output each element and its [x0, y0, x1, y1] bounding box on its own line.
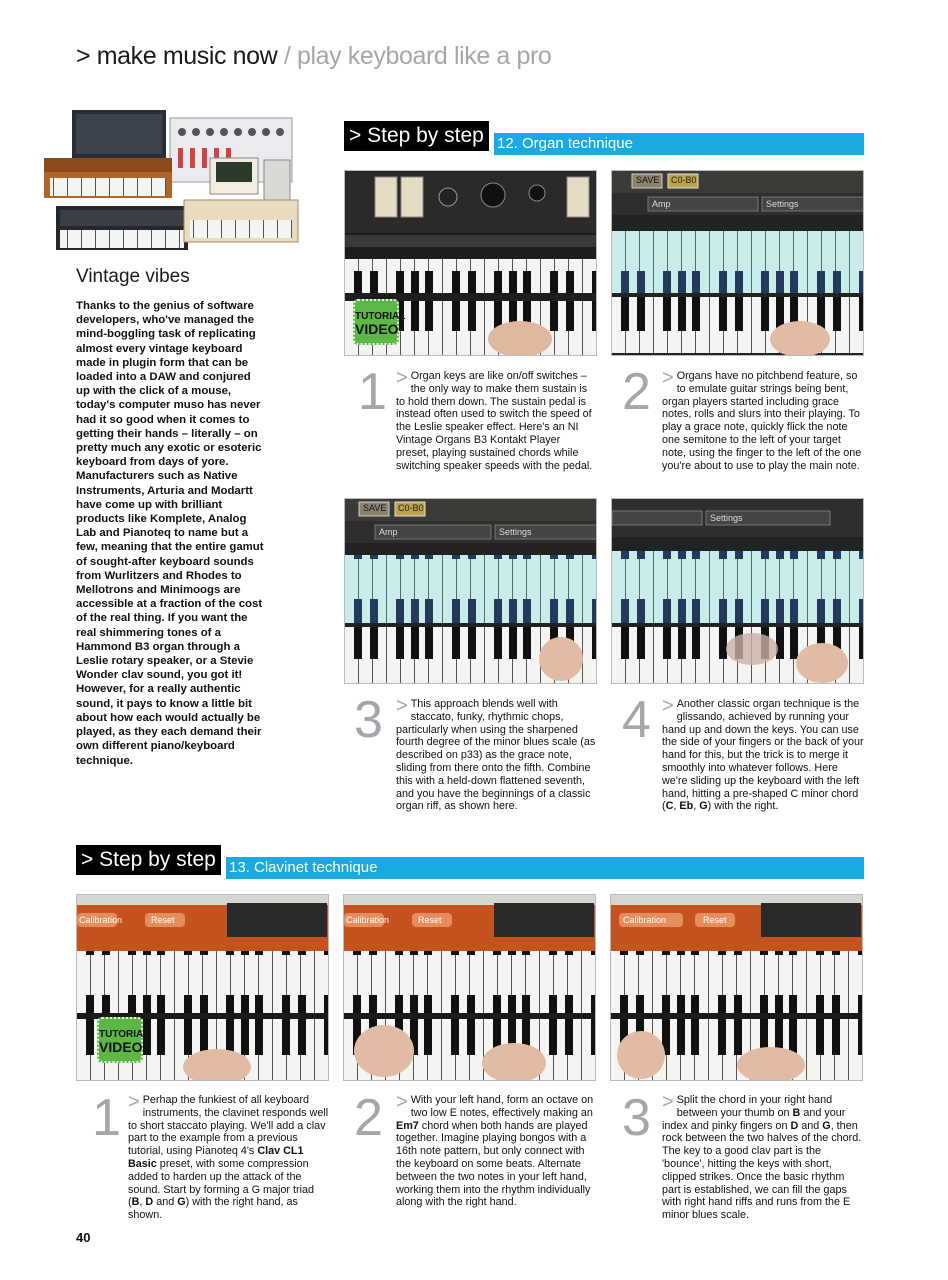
sep: ,	[693, 800, 700, 813]
note-g: G	[177, 1196, 186, 1209]
note-g: G	[699, 800, 708, 813]
organ-step-1-text: > Organ keys are like on/off switches – the only way to make them sustain is to hold them down. The sustain pedal is instead often used to switch the speed of the Leslie speaker effect. Here's an NI Vintage Organs B3 Kontakt Player preset, playing sustained chords while switching speaker speeds with the pedal.	[396, 367, 593, 472]
clav-step-2-body-end: chord when both hands are played together. Imagine playing bongos with a 16th note pattern, but only connect with the keyboard on some beats. Alternate between the two notes in your left hand, working them into the rhythm individually along with the right hand.	[396, 1119, 591, 1209]
organ-step-4-number: 4	[622, 691, 651, 749]
organ-step-3-photo	[344, 498, 597, 684]
clav-step-2-number: 2	[354, 1089, 383, 1147]
organ-photo-2-amp-label: Amp	[652, 199, 671, 209]
clav-step-1-photo	[76, 894, 329, 1081]
clav-step-2-photo	[343, 894, 596, 1081]
organ-step-1-number: 1	[358, 363, 387, 421]
organ-photo-3-preset-label: C0-B0	[398, 503, 424, 513]
organ-photo-2-settings-label: Settings	[766, 199, 799, 209]
organ-step-2-photo	[611, 170, 864, 356]
note-eb: Eb	[679, 800, 694, 813]
clav-step-1-number: 1	[92, 1089, 121, 1147]
clav-photo-1-calibration: Calibration	[79, 915, 123, 925]
badge-line2: VIDEO	[99, 1039, 143, 1055]
sep: and	[798, 1119, 823, 1132]
organ-step-1-body: Organ keys are like on/off switches – the only way to make them sustain is to hold them down. The sustain pedal is instead often used to switch the speed of the Leslie speaker effect. Here's an NI Vintage Organs B3 Kontakt Player preset, playing sustained chords while switching speaker speeds with the pedal.	[396, 370, 593, 472]
clav-step-title: 13. Clavinet technique	[226, 857, 864, 879]
clav-step-1-body-end: ) with the right hand, as shown.	[128, 1196, 298, 1222]
organ-step-3-body: This approach blends well with staccato, funky, rhythmic chops, particularly when using the sharpened fourth degree of the minor blues scale (as described on p33) as the grace note, sliding from there onto the fifth. Combine this with a held-down flattened seventh, and you have the beginnings of a classic organ riff, as shown here.	[396, 698, 596, 813]
organ-photo-3-settings-label: Settings	[499, 527, 532, 537]
page-number: 40	[76, 1230, 91, 1245]
badge-line2: VIDEO	[355, 321, 399, 337]
clav-step-1-text: > Perhap the funkiest of all keyboard instruments, the clavinet responds well to short staccato playing. We'll add a clav part to the example from a previous tutorial, using Pianoteq 4's Clav CL1 Basic preset, with some compression added to harden up the attack of the sound. Start by forming a G major triad (B, D and G) with the right hand, as shown.	[128, 1091, 329, 1222]
tutorial-video-badge[interactable]	[97, 1017, 150, 1063]
badge-line1: TUTORIAL	[355, 311, 406, 322]
note-c: C	[665, 800, 674, 813]
organ-step-2-text: > Organs have no pitchbend feature, so to emulate guitar strings being bent, organ players started including grace notes, rolls and slurs into their playing. To play a grace note, quickly flick the note one semitone to the left of your target note, using the finger to the left of the one you're about to use to play the main note.	[662, 367, 862, 472]
organ-step-title: 12. Organ technique	[494, 133, 864, 155]
clav-photo-2-reset: Reset	[418, 915, 442, 925]
organ-step-header	[344, 121, 864, 155]
clav-step-3-number: 3	[622, 1089, 651, 1147]
header-subsection: / play keyboard like a pro	[277, 42, 552, 70]
vintage-keyboards-collage	[40, 108, 302, 258]
sep: ,	[673, 800, 680, 813]
preset-name: Clav CL1 Basic	[128, 1145, 304, 1170]
clav-step-2-body: With your left hand, form an octave on two low E notes, effectively making an	[410, 1094, 594, 1119]
organ-photo-2-save-label: SAVE	[636, 175, 660, 185]
note-g: G	[822, 1119, 831, 1132]
organ-step-2-body: Organs have no pitchbend feature, so to emulate guitar strings being bent, organ players started including grace notes, rolls and slurs into their playing. To play a grace note, quickly flick the note one semitone to the left of your target note, using the finger to the left of the one you're about to use to play the main note.	[662, 370, 862, 472]
clav-step-3-body-2: and your index and pinky fingers on	[662, 1106, 846, 1132]
note-d: D	[145, 1196, 154, 1209]
organ-step-3-text: > This approach blends well with staccato, funky, rhythmic chops, particularly when using the sharpened fourth degree of the minor blues scale (as described on p33) as the grace note, sliding from there onto the fifth. Combine this with a held-down flattened seventh, and you have the beginnings of a classic organ riff, as shown here.	[396, 695, 596, 813]
clav-step-3-body: Split the chord in your right hand between your thumb on	[676, 1094, 833, 1119]
sep: ,	[139, 1196, 146, 1209]
sidebar-body: Thanks to the genius of software developers, who've managed the mind-boggling task of replicating almost every vintage keyboard made in plugin form that can be loaded into a DAW and conjured up with the click of a mouse, today's computer muso has never had it so good when it comes to getting their hands – literally – on pretty much any exotic or esoteric keyboard from days of yore. Manufacturers such as Native Instruments, Arturia and Modartt have come up with brilliant products like Komplete, Analog Lab and Pianoteq to name but a few, meaning that the entire gamut of sought-after keyboard sounds from Wurlitzers and Rhodes to Mellotrons and Minimoogs are accessible at a fraction of the cost of the real thing. If you want the real shimmering tones of a Hammond B3 organ through a Leslie rotary speaker, or a Stevie Wonder clav sound, you got it! However, for a really authentic sound, it pays to know a little bit about how each would actually be played, as they each demand their own different piano/keyboard technique.	[76, 300, 264, 767]
clav-step-3-photo	[610, 894, 863, 1081]
clav-step-3-body-end: , then rock between the two halves of the chord. The key to a good clav part is the 'bounce', hitting the keys with short, clipped strikes. Once the basic rhythm part is established, we can fill the gaps with right hand riffs and runs from the E minor blues scale.	[662, 1119, 862, 1222]
clav-step-3-text: > Split the chord in your right hand between your thumb on B and your index and pinky fingers on D and G, then rock between the two halves of the chord. The key to a good clav part is the 'bounce', hitting the keys with short, clipped strikes. Once the basic rhythm part is established, we can fill the gaps with right hand riffs and runs from the E minor blues scale.	[662, 1091, 862, 1222]
page-header	[76, 42, 551, 71]
organ-step-4-body: Another classic organ technique is the glissando, achieved by running your hand up and down the keys. You can use the side of your fingers or the back of your hand for this, but the trick is to merge it smoothly into whatever follows. Here we're sliding up the keyboard with the left hand, hitting a pre-shaped C minor chord (	[662, 698, 864, 813]
sep: and	[153, 1196, 178, 1209]
clav-step-1-body: Perhap the funkiest of all keyboard instruments, the clavinet responds well to short staccato playing. We'll add a clav part to the example from a previous tutorial, using Pianoteq 4's	[128, 1094, 329, 1158]
note-b: B	[131, 1196, 140, 1209]
organ-step-4-photo	[611, 498, 864, 684]
organ-photo-3-save-label: SAVE	[363, 503, 387, 513]
clav-photo-3-calibration: Calibration	[623, 915, 667, 925]
clav-step-header	[76, 845, 864, 879]
organ-step-4-body-end: ) with the right.	[707, 800, 779, 813]
note-b: B	[792, 1106, 801, 1119]
organ-photo-3-amp-label: Amp	[379, 527, 398, 537]
clav-step-label: > Step by step	[76, 845, 221, 875]
badge-line1: TUTORIAL	[99, 1029, 150, 1040]
clav-photo-2-calibration: Calibration	[346, 915, 390, 925]
header-section: > make music now	[76, 42, 278, 70]
tutorial-video-badge[interactable]	[353, 299, 406, 345]
organ-photo-4-settings-label: Settings	[710, 513, 743, 523]
organ-step-label: > Step by step	[344, 121, 489, 151]
organ-step-2-number: 2	[622, 363, 651, 421]
organ-step-3-number: 3	[354, 691, 383, 749]
organ-step-1-photo	[344, 170, 597, 356]
clav-photo-1-reset: Reset	[151, 915, 175, 925]
clav-photo-3-reset: Reset	[703, 915, 727, 925]
clav-step-1-body-2: preset, with some compression added to harden up the attack of the sound. Start by forming a G major triad (	[128, 1157, 315, 1209]
organ-photo-2-preset-label: C0-B0	[671, 175, 697, 185]
note-d: D	[790, 1119, 799, 1132]
sidebar-title: Vintage vibes	[76, 266, 190, 287]
clav-step-2-text: > With your left hand, form an octave on two low E notes, effectively making an Em7 chord when both hands are played together. Imagine playing bongos with a 16th note pattern, but only connect with the keyboard on some beats. Alternate between the two notes in your left hand, working them into the rhythm individually along with the right hand.	[396, 1091, 594, 1209]
chord-em7: Em7	[396, 1119, 419, 1132]
organ-step-4-text: > Another classic organ technique is the glissando, achieved by running your hand up and down the keys. You can use the side of your fingers or the back of your hand for this, but the trick is to merge it smoothly into whatever follows. Here we're sliding up the keyboard with the left hand, hitting a pre-shaped C minor chord (C, Eb, G) with the right.	[662, 695, 864, 813]
